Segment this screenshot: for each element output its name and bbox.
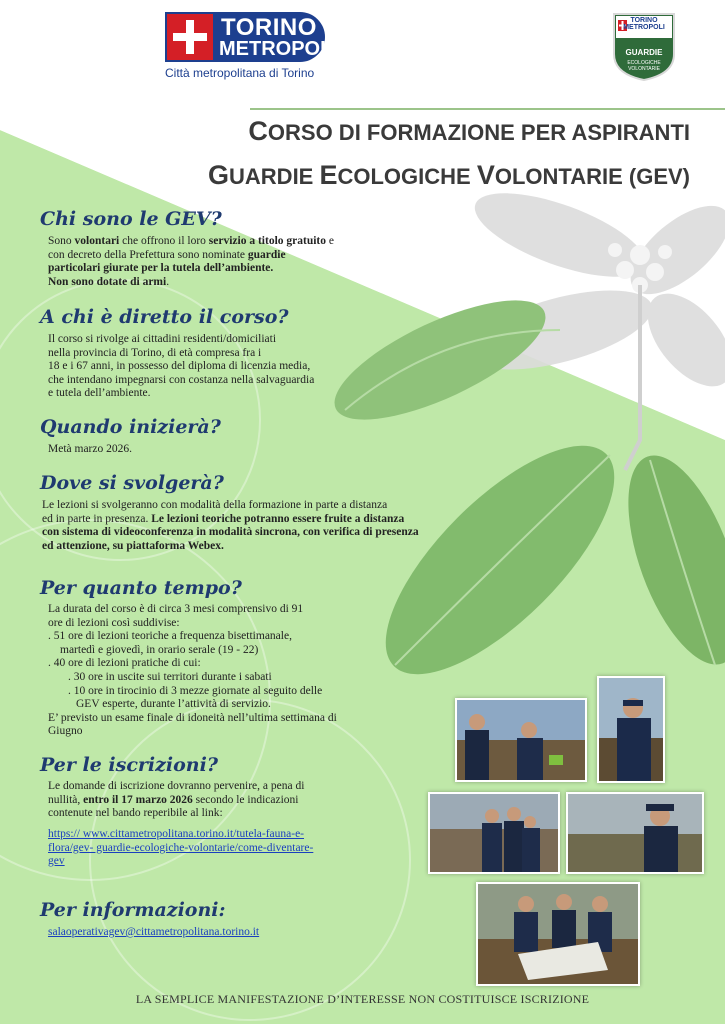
- iscrizioni-link[interactable]: https:// www.cittametropolitana.torino.it/tutela-fauna-e- flora/gev- guardie-ecologiche-volontarie/come-diventare- gev: [48, 828, 314, 868]
- title-line2: GUARDIE ECOLOGICHE VOLONTARIE (GEV): [208, 160, 690, 190]
- footer-notice: LA SEMPLICE MANIFESTAZIONE D’INTERESSE NON COSTITUISCE ISCRIZIONE: [135, 992, 590, 1006]
- heading-per-quanto-tempo: Per quanto tempo?: [40, 577, 242, 599]
- diretto-text: Il corso si rivolge ai cittadini residenti/domiciliati nella provincia di Torino, di età compresa fra i 18 e i 67 anni, in possesso del diploma di licenzia media, che intendano impegnarsi con costanza nella salvaguardia e tutela dell’ambiente.: [48, 333, 315, 400]
- heading-informazioni: Per informazioni:: [40, 899, 226, 921]
- badge-middle-text: GUARDIE: [625, 48, 663, 57]
- logo-line1: TORINO: [221, 14, 317, 41]
- photo-guard-binoculars: [566, 792, 704, 874]
- photo-guard-woman: [597, 676, 665, 783]
- photo-guards-forest: [455, 698, 587, 782]
- logo-line2: METROPOLI: [219, 38, 338, 60]
- logo-banner: [165, 12, 338, 62]
- heading-chi-sono: Chi sono le GEV?: [40, 208, 222, 230]
- badge-top-text: TORINO METROPOLI: [623, 17, 665, 31]
- gev-badge-logo: [612, 12, 676, 82]
- torino-metropoli-logo: [165, 12, 338, 82]
- dove-text: Le lezioni si svolgeranno con modalità della formazione in parte a distanza ed in parte in presenza. Le lezioni teoriche potranno essere fruite a distanza con sistema di videoconferenza in modalità sincrona, con verifica di presenza ed attenzione, su piattaforma Webex.: [42, 499, 419, 552]
- badge-bottom-text: ECOLOGICHE VOLONTARIE: [627, 60, 661, 72]
- quando-text: Metà marzo 2026.: [48, 443, 132, 455]
- iscrizioni-text: Le domande di iscrizione dovranno pervenire, a pena di nullità, entro il 17 marzo 2026 secondo le indicazioni contenute nel bando reperibile al link:: [48, 780, 305, 820]
- heading-a-chi-diretto: A chi è diretto il corso?: [40, 306, 289, 328]
- logo-subtitle: Città metropolitana di Torino: [165, 66, 315, 80]
- heading-iscrizioni: Per le iscrizioni?: [40, 754, 218, 776]
- photo-guards-map: [476, 882, 640, 986]
- cross-shield-icon: [167, 14, 213, 60]
- heading-dove: Dove si svolgerà?: [40, 472, 224, 494]
- info-email-link[interactable]: salaoperativagev@cittametropolitana.torino.it: [48, 926, 260, 938]
- photo-guards-hills: [428, 792, 560, 874]
- title-line1: CORSO DI FORMAZIONE PER ASPIRANTI: [248, 116, 690, 146]
- header-divider: [250, 108, 725, 110]
- tempo-text: La durata del corso è di circa 3 mesi comprensivo di 91 ore di lezioni così suddivise: . 51 ore di lezioni teoriche a frequenza bisettimanale, martedì e giovedì, in orario serale (19 - 22) . 40 ore di lezioni pratiche di cui: . 30 ore in uscite sui territori durante i sabati . 10 ore in tirocinio di 3 mezze giornate al seguito delle GEV esperte, durante l’attività di servizio. E’ previsto un esame finale di idoneità nell’ultima settimana di Giugno: [48, 603, 337, 738]
- heading-quando: Quando inizierà?: [40, 416, 221, 438]
- chi-text: Sono volontari che offrono il loro servizio a titolo gratuito e con decreto della Prefettura sono nominate guardie particolari giurate per la tutela dell’ambiente. Non sono dotate di armi.: [48, 235, 334, 288]
